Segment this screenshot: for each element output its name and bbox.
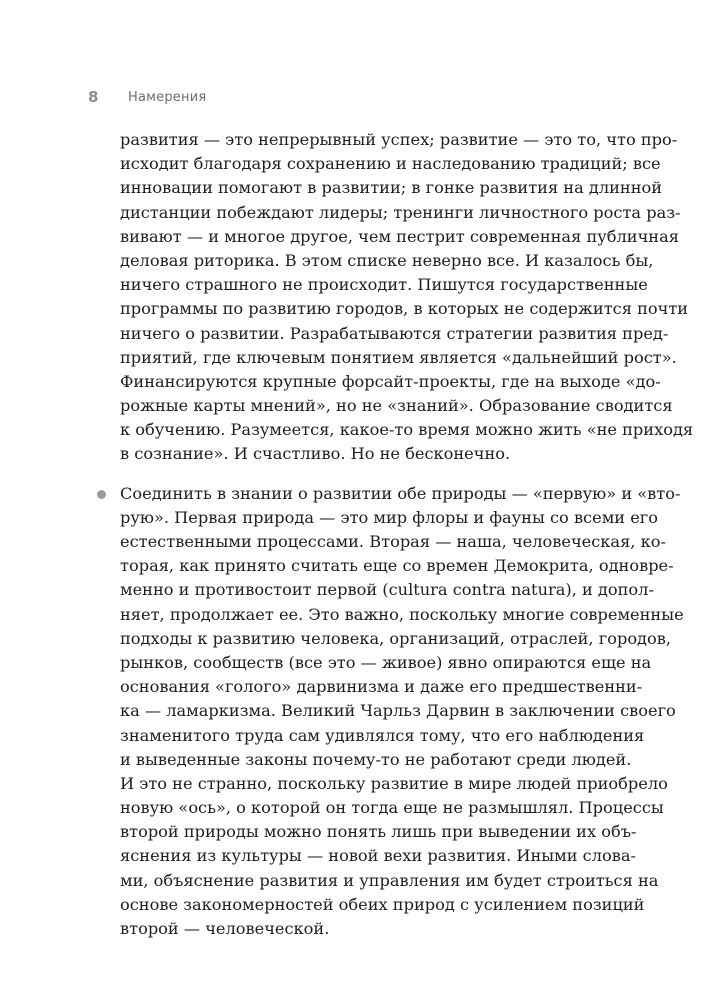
text-line: и выведенные законы почему-то не работают среди людей. (120, 749, 632, 769)
text-line: подходы к развитию человека, организаций, отраслей, городов, (120, 628, 672, 648)
text-line: няет, продолжает ее. Это важно, поскольку многие современные (120, 604, 684, 624)
text-line: второй — человеческой. (120, 919, 330, 938)
text-line: рую». Первая природа — это мир флоры и фауны со всеми его (120, 507, 659, 527)
text-line: второй природы можно понять лишь при выведении их объ- (120, 822, 637, 842)
paragraph-continuation (120, 128, 694, 467)
text-line: ничего страшного не происходит. Пишутся государственные (120, 275, 648, 295)
text-line: к обучению. Разумеется, какое-то время можно жить «не приходя (120, 420, 694, 440)
text-line: развития — это непрерывный успех; развитие — это то, что про- (120, 130, 678, 149)
text-line: программы по развитию городов, в которых не содержится почти (120, 299, 689, 319)
text-line: знаменитого труда сам удивлялся тому, что его наблюдения (120, 725, 645, 745)
text-line: основания «голого» дарвинизма и даже его предшественни- (120, 677, 643, 697)
text-line: Соединить в знании о развитии обе природы — «первую» и «вто- (120, 483, 681, 503)
text-line: ка — ламаркизма. Великий Чарльз Дарвин в заключении своего (120, 701, 676, 721)
text-line: Финансируются крупные форсайт-проекты, где на выходе «до- (120, 371, 661, 391)
text-line: деловая риторика. В этом списке неверно все. И казалось бы, (120, 250, 654, 270)
page-number: 8 (88, 88, 99, 106)
text-line: исходит благодаря сохранению и наследованию традиций; все (120, 154, 661, 174)
text-line: основе закономерностей обеих природ с усилением позиций (120, 894, 645, 914)
text-line: инновации помогают в развитии; в гонке развития на длинной (120, 178, 663, 198)
text-line: вивают — и многое другое, чем пестрит современная публичная (120, 226, 679, 246)
text-line: менно и противостоит первой (cultura contra natura), и допол- (120, 580, 654, 600)
text-line: в сознание». И счастливо. Но не бесконечно. (120, 444, 511, 464)
text-line: приятий, где ключевым понятием является «дальнейший рост». (120, 347, 677, 367)
running-head: Намерения (128, 89, 207, 105)
text-line: ми, объяснение развития и управления им будет строиться на (120, 870, 659, 890)
text-line: рожные карты мнений», но не «знаний». Образование сводится (120, 396, 673, 416)
text-line: И это не странно, поскольку развитие в мире людей приобрело (120, 773, 668, 793)
text-line: яснения из культуры — новой вехи развития. Иными слова- (120, 846, 637, 866)
bullet-icon (97, 490, 106, 499)
text-line: торая, как принято считать еще со времен Демокрита, одновре- (120, 556, 674, 576)
text-line: ничего о развитии. Разрабатываются стратегии развития пред- (120, 323, 669, 343)
bulleted-paragraph (120, 482, 684, 942)
text-line: рынков, сообществ (все это — живое) явно опираются еще на (120, 652, 652, 672)
body-text (120, 128, 694, 941)
text-line: новую «ось», о которой он тогда еще не размышлял. Процессы (120, 798, 664, 818)
text-line: дистанции побеждают лидеры; тренинги личностного роста раз- (120, 202, 681, 222)
page-header (88, 86, 206, 108)
text-line: естественными процессами. Вторая — наша, человеческая, ко- (120, 532, 666, 551)
